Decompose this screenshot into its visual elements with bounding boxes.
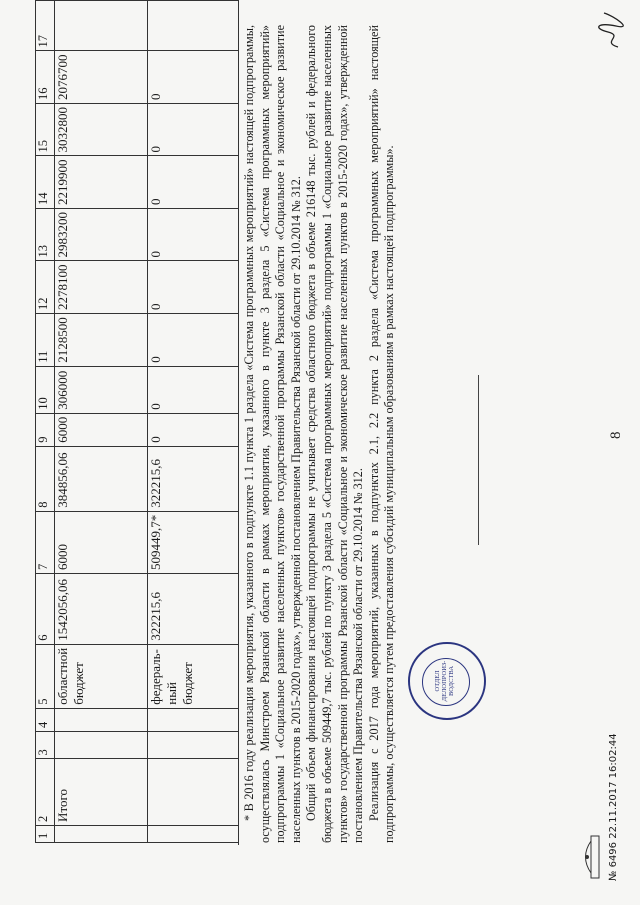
table-cell: 0 xyxy=(148,156,239,209)
table-cell: 2983200 xyxy=(55,208,148,261)
table-cell: 322215,6 xyxy=(148,574,239,645)
table-cell xyxy=(148,1,239,51)
table-cell: 0 xyxy=(148,413,239,446)
table-cell xyxy=(148,708,239,731)
table-cell: 0 xyxy=(148,366,239,413)
col-header: 4 xyxy=(36,708,55,731)
table-cell: 3032800 xyxy=(55,103,148,156)
col-header: 7 xyxy=(36,511,55,573)
col-header: 5 xyxy=(36,644,55,708)
registry-logo-icon xyxy=(582,835,600,879)
table-row xyxy=(55,1,148,843)
table-cell: 322215,6 xyxy=(148,446,239,511)
table-cell: 0 xyxy=(148,103,239,156)
table-cell: 2128500 xyxy=(55,313,148,366)
col-header: 14 xyxy=(36,156,55,209)
col-header: 17 xyxy=(36,1,55,51)
table-cell: 306000 xyxy=(55,366,148,413)
col-header: 2 xyxy=(36,759,55,825)
page-number: 8 xyxy=(608,431,624,439)
col-header: 3 xyxy=(36,731,55,759)
table-cell: 2076700 xyxy=(55,51,148,104)
col-header: 15 xyxy=(36,103,55,156)
table-cell xyxy=(148,759,239,825)
table-cell xyxy=(148,731,239,759)
table-cell xyxy=(55,1,148,51)
table-cell xyxy=(55,825,148,842)
registration-footer: № 6496 22.11.2017 16:02:44 xyxy=(608,733,619,881)
col-header: 11 xyxy=(36,313,55,366)
col-header: 1 xyxy=(36,825,55,842)
table-cell xyxy=(148,825,239,842)
table-cell: 0 xyxy=(148,261,239,314)
footnote-rule xyxy=(238,680,239,845)
table-cell: 1542056,06 xyxy=(55,574,148,645)
table-cell: областной бюджет xyxy=(55,644,148,708)
table-cell: 0 xyxy=(148,313,239,366)
col-header: 16 xyxy=(36,51,55,104)
col-header: 13 xyxy=(36,208,55,261)
table-cell: 2219900 xyxy=(55,156,148,209)
table-cell: 0 xyxy=(148,208,239,261)
col-header: 9 xyxy=(36,413,55,446)
table-cell: 0 xyxy=(148,51,239,104)
table-row xyxy=(148,1,239,843)
footnote-paragraph: * В 2016 году реализация мероприятия, указанного в подпункте 1.1 пункта 1 раздела «Система программных мероприятий» настоящей подпрограммы, осуществлялась Минстроем Рязанской области в рамках мероприятия, указанного в пункте 3 раздела 5 «Система программных мероприятий» подпрограммы 1 «Социальное развитие населенных пунктов» государственной программы Рязанской области «Социальное и экономическое развитие населенных пунктов в 2015-2020 годах», утвержденной постановлением Правительства Рязанской области от 29.10.2014 № 312. xyxy=(242,25,303,843)
table-cell: 6000 xyxy=(55,413,148,446)
table-header-row xyxy=(36,1,55,843)
footnote-paragraph: Реализация с 2017 года мероприятий, указанных в подпунктах 2.1, 2.2 пункта 2 раздела «Система программных мероприятий» настоящей подпрограммы, осуществляется путем предоставления субсидий муниципальным образованиям в рамках настоящей подпрограммы». xyxy=(366,25,397,843)
col-header: 12 xyxy=(36,261,55,314)
table-cell: федераль-ный бюджет xyxy=(148,644,239,708)
office-stamp xyxy=(408,642,486,720)
table-cell: 384856,06 xyxy=(55,446,148,511)
table-cell xyxy=(55,731,148,759)
signature-icon xyxy=(596,10,626,50)
financing-table xyxy=(35,0,239,843)
stamp-text: ОТДЕЛ ДЕЛОПРОИЗ-ВОДСТВА xyxy=(434,660,455,702)
closing-rule xyxy=(478,375,479,545)
table-cell: Итого xyxy=(55,759,148,825)
footnotes xyxy=(242,25,398,843)
col-header: 10 xyxy=(36,366,55,413)
table-cell: 509449,7* xyxy=(148,511,239,573)
table-cell: 6000 xyxy=(55,511,148,573)
col-header: 8 xyxy=(36,446,55,511)
table-cell xyxy=(55,708,148,731)
table-cell: 2278100 xyxy=(55,261,148,314)
col-header: 6 xyxy=(36,574,55,645)
footnote-paragraph: Общий объем финансирования настоящей подпрограммы не учитывает средства областного бюджета в объеме 216148 тыс. рублей и федерального бюджета в объеме 509449,7 тыс. рублей по пункту 3 раздела 5 «Система программных мероприятий» подпрограммы 1 «Социальное развитие населенных пунктов» государственной программы Рязанской области «Социальное и экономическое развитие населенных пунктов в 2015-2020 годах», утвержденной постановлением Правительства Рязанской области от 29.10.2014 № 312. xyxy=(304,25,366,843)
